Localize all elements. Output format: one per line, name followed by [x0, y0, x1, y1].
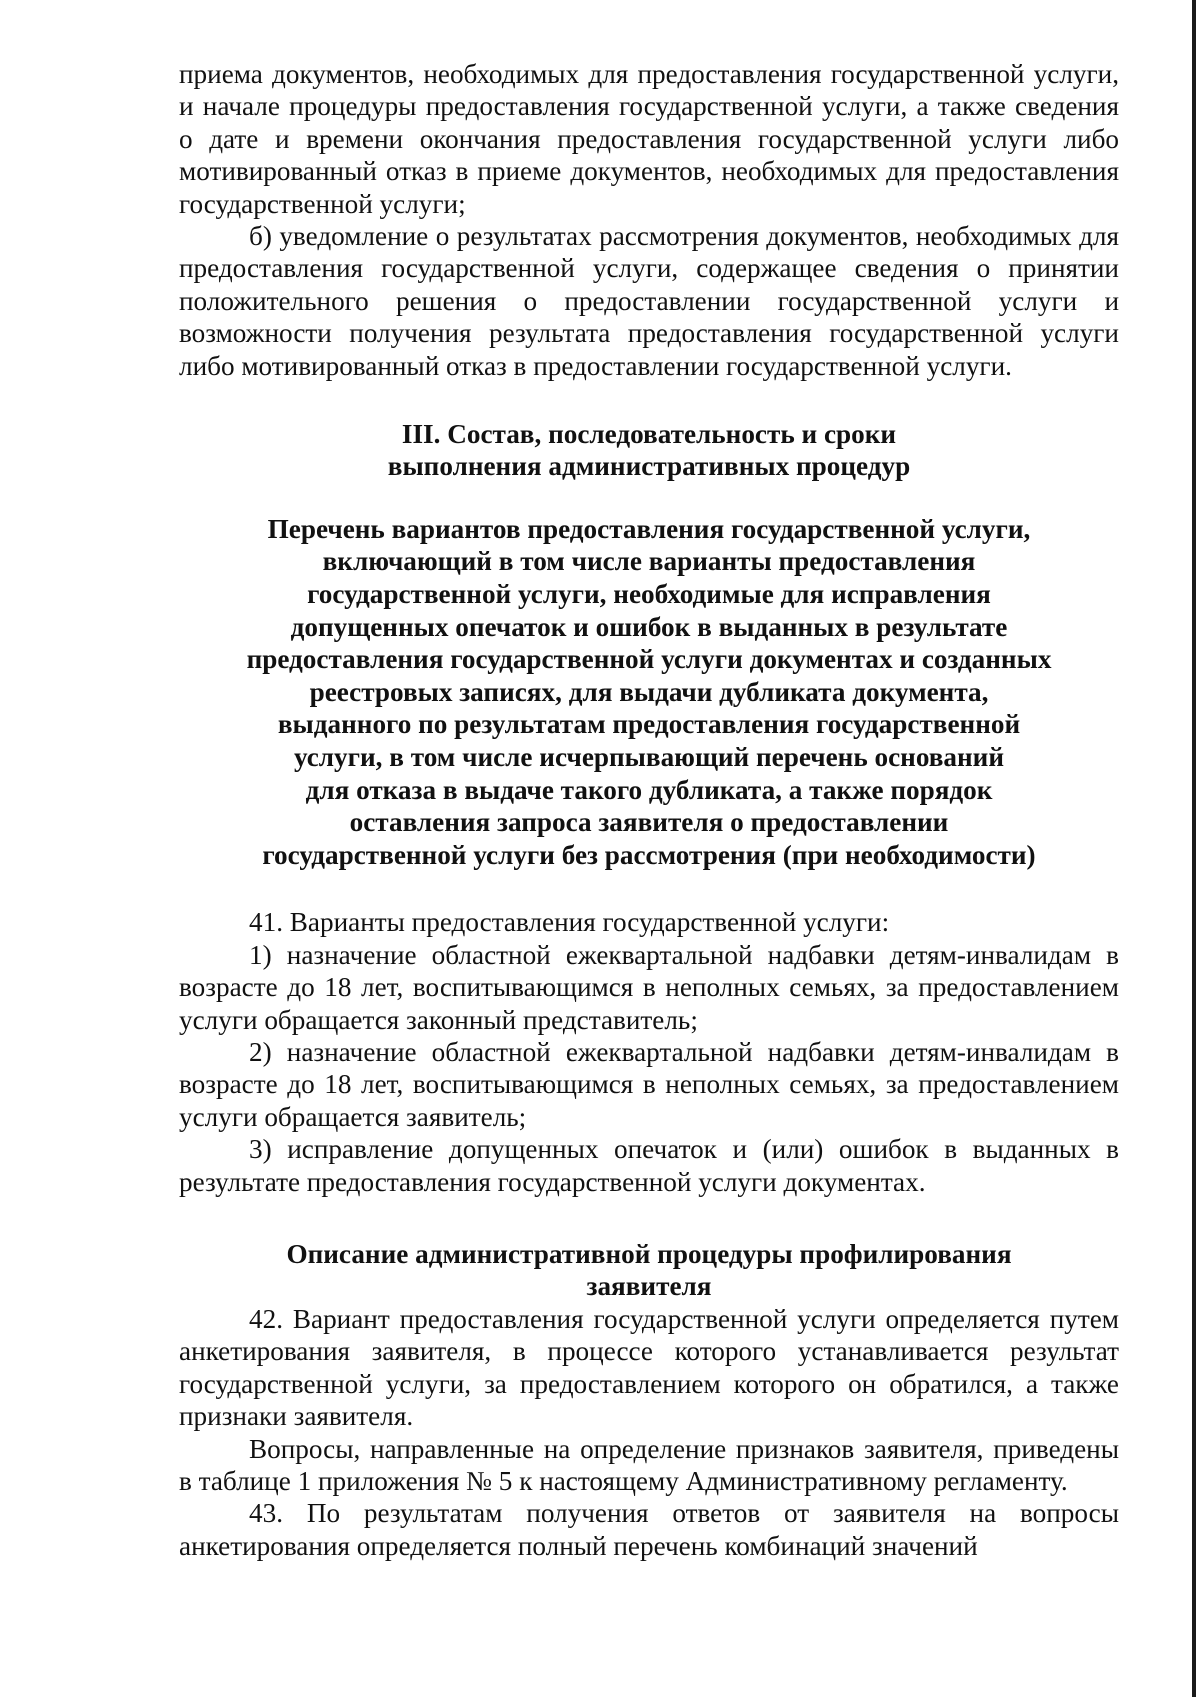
variants-heading-line: реестровых записях, для выдачи дубликата документа, [309, 676, 989, 707]
paragraph-notification-b: б) уведомление о результатах рассмотрения документов, необходимых для предоставления государственной услуги, содержащее сведения о принятии положительного решения о предоставлении государственной услуги и возможности получения результата предоставления государственной услуги либо мотивированный отказ в предоставлении государственной услуги. [179, 221, 1119, 381]
variants-heading [179, 513, 1119, 872]
paragraph-43: 43. По результатам получения ответов от заявителя на вопросы анкетирования определяется полный перечень комбинаций значений [179, 1498, 1119, 1561]
profiling-heading-line: заявителя [586, 1271, 712, 1302]
scan-page-edge [1192, 0, 1196, 1697]
profiling-heading-line: Описание административной процедуры профилирования [286, 1239, 1012, 1270]
variants-heading-line: включающий в том числе варианты предоставления [322, 546, 976, 577]
document-page [179, 58, 1119, 1562]
paragraph-continuation: приема документов, необходимых для предоставления государственной услуги, и начале процедуры предоставления государственной услуги, а также сведения о дате и времени окончания предоставления государственной услуги либо мотивированный отказ в приеме документов, необходимых для предоставления государственной услуги; [179, 59, 1119, 219]
variants-heading-line: услуги, в том числе исчерпывающий перечень оснований [293, 742, 1005, 773]
list-item-option-1: 1) назначение областной ежеквартальной надбавки детям-инвалидам в возрасте до 18 лет, воспитывающимся в неполных семьях, за предоставлением услуги обращается законный представитель; [179, 939, 1119, 1035]
list-item-option-2: 2) назначение областной ежеквартальной надбавки детям-инвалидам в возрасте до 18 лет, воспитывающимся в неполных семьях, за предоставлением услуги обращается заявитель; [179, 1037, 1119, 1132]
variants-heading-line: предоставления государственной услуги документах и созданных [246, 644, 1052, 675]
profiling-heading [179, 1238, 1119, 1303]
variants-heading-line: государственной услуги без рассмотрения (при необходимости) [262, 839, 1036, 870]
paragraph-42: 42. Вариант предоставления государственной услуги определяется путем анкетирования заявителя, в процессе которого устанавливается результат государственной услуги, за предоставлением которого он обратился, а также признаки заявителя. [179, 1303, 1119, 1432]
section-heading [179, 418, 1119, 483]
list-item-option-3: 3) исправление допущенных опечаток и (или) ошибок в выданных в результате предоставления государственной услуги документах. [179, 1134, 1119, 1197]
section-heading-line: выполнения административных процедур [387, 451, 911, 482]
variants-heading-line: оставления запроса заявителя о предоставлении [349, 807, 949, 838]
variants-heading-line: Перечень вариантов предоставления государственной услуги, [267, 513, 1031, 544]
paragraph-41-intro: 41. Варианты предоставления государственной услуги: [249, 907, 890, 938]
variants-heading-line: для отказа в выдаче такого дубликата, а также порядок [305, 774, 993, 805]
variants-heading-line: допущенных опечаток и ошибок в выданных в результате [290, 611, 1008, 642]
section-heading-line: III. Состав, последовательность и сроки [401, 419, 897, 450]
variants-heading-line: выданного по результатам предоставления государственной [277, 709, 1021, 740]
paragraph-42-questions: Вопросы, направленные на определение признаков заявителя, приведены в таблице 1 приложения № 5 к настоящему Административному регламенту. [179, 1433, 1119, 1496]
variants-heading-line: государственной услуги, необходимые для исправления [307, 579, 991, 610]
